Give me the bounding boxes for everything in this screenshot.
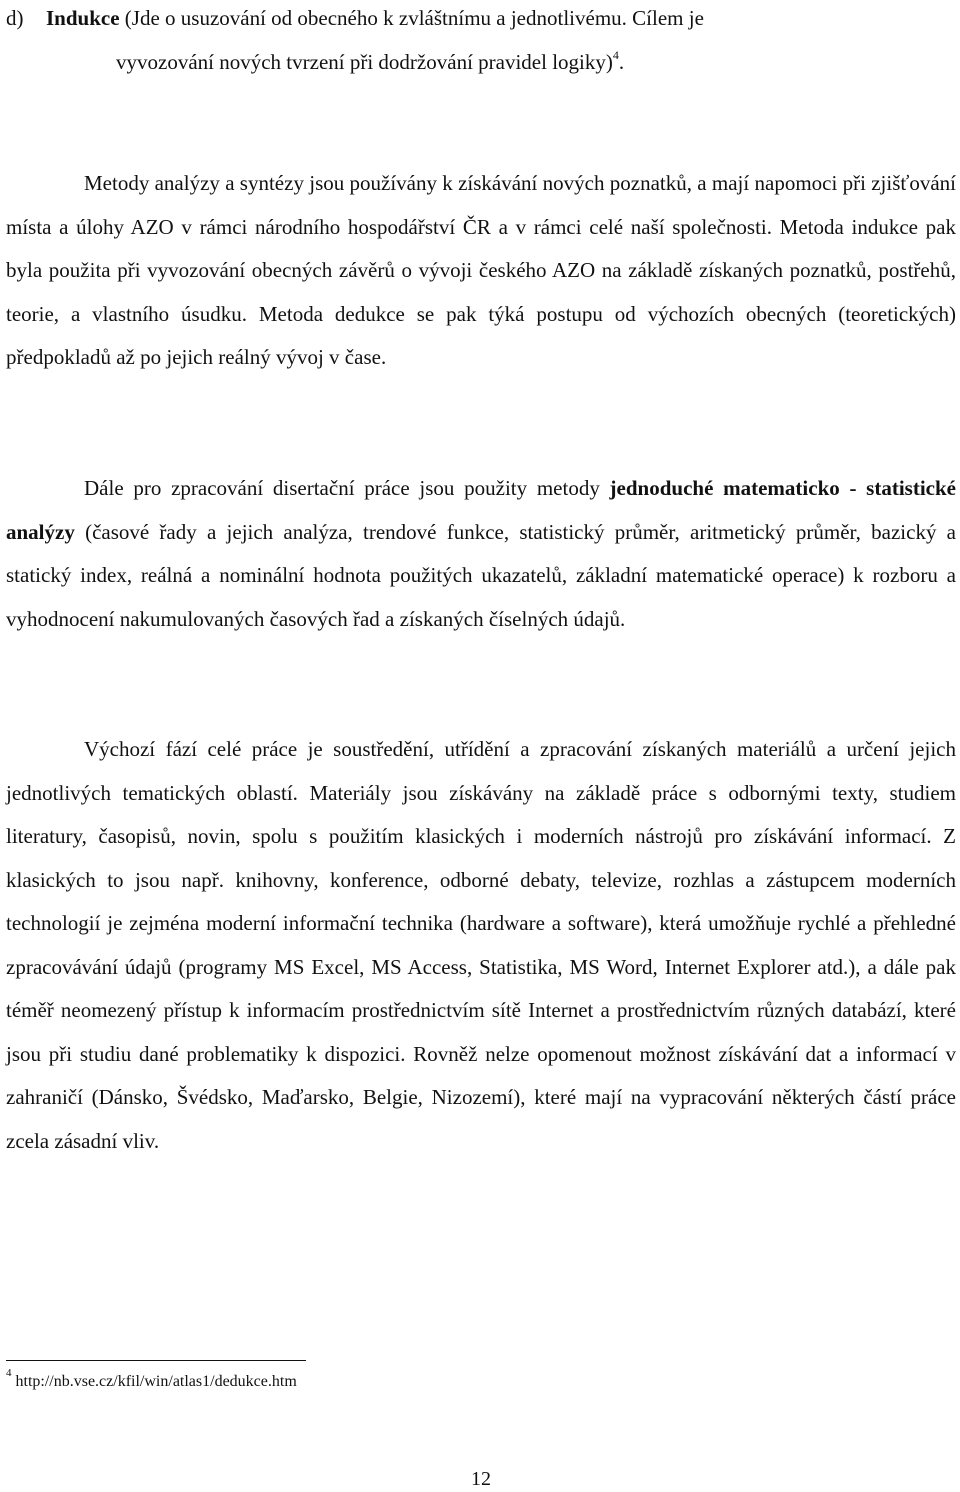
footnote-ref[interactable]: 4 — [612, 47, 619, 62]
paragraph-sources — [6, 728, 956, 1163]
list-marker: d) — [6, 6, 24, 30]
page-number: 12 — [471, 1468, 491, 1490]
punctuation: . — [618, 49, 625, 74]
paragraph-text: Dále pro zpracování disertační práce jsou použity metody — [84, 476, 610, 500]
footnote-link[interactable]: http://nb.vse.cz/kfil/win/atlas1/dedukce.htm — [11, 1373, 297, 1390]
paragraph-text: Výchozí fází celé práce je soustředění, utřídění a zpracování získaných materiálů a určení jejich jednotlivých tematických oblastí. Materiály jsou získávány na základě práce s odbornými texty, studiem literatury, časopisů, novin, spolu s použitím klasických i moderních nástrojů pro získávání informací. Z klasických to jsou např. knihovny, konference, odborné debaty, televize, rozhlas a zástupcem moderních technologií je zejména moderní informační technika (hardware a software), která umožňuje rychlé a přehledné zpracovávání údajů (programy MS Excel, MS Access, Statistika, MS Word, Internet Explorer atd.), a dále pak téměř neomezený přístup k informacím prostřednictvím sítě Internet a prostřednictvím různých databází, které jsou při studiu dané problematiky k dispozici. Rovněž nelze opomenout možnost získávání dat a informací v zahraničí (Dánsko, Švédsko, Maďarsko, Belgie, Nizozemí), které mají na vypracování některých částí práce zcela zásadní vliv. — [6, 737, 956, 1153]
paragraph-statistics — [6, 467, 956, 641]
paragraph-text: (časové řady a jejich analýza, trendové funkce, statistický průměr, aritmetický průměr, bazický a statický index, reálná a nominální hodnota použitých ukazatelů, základní matematické operace) k rozboru a vyhodnocení nakumulovaných časových řad a získaných číselných údajů. — [6, 519, 956, 631]
footnote-number: 4 — [6, 1366, 12, 1379]
paragraph-text: Metody analýzy a syntézy jsou používány k získávání nových poznatků, a mají napomoci při zjišťování místa a úlohy AZO v rámci národního hospodářství ČR a v rámci celé naší společnosti. Metoda indukce pak byla použita při vyvozování obecných závěrů o vývoji českého AZO na základě získaných poznatků, postřehů, teorie, a vlastního úsudku. Metoda dedukce se pak týká postupu od výchozích obecných (teoretických) předpokladů až po jejich reálný vývoj v čase. — [6, 171, 956, 369]
list-item-d — [6, 0, 956, 84]
term-indukce: Indukce — [46, 6, 120, 30]
footnote — [6, 1366, 297, 1392]
list-item-text-cont: vyvozování nových tvrzení při dodržování pravidel logiky) — [116, 49, 613, 74]
paragraph-methods — [6, 162, 956, 380]
bold-term: jednoduché matematicko - statistické analýzy — [6, 476, 956, 544]
footnote-separator — [6, 1360, 306, 1361]
list-item-text: (Jde o usuzování od obecného k zvláštnímu a jednotlivému. Cílem je — [119, 6, 704, 30]
